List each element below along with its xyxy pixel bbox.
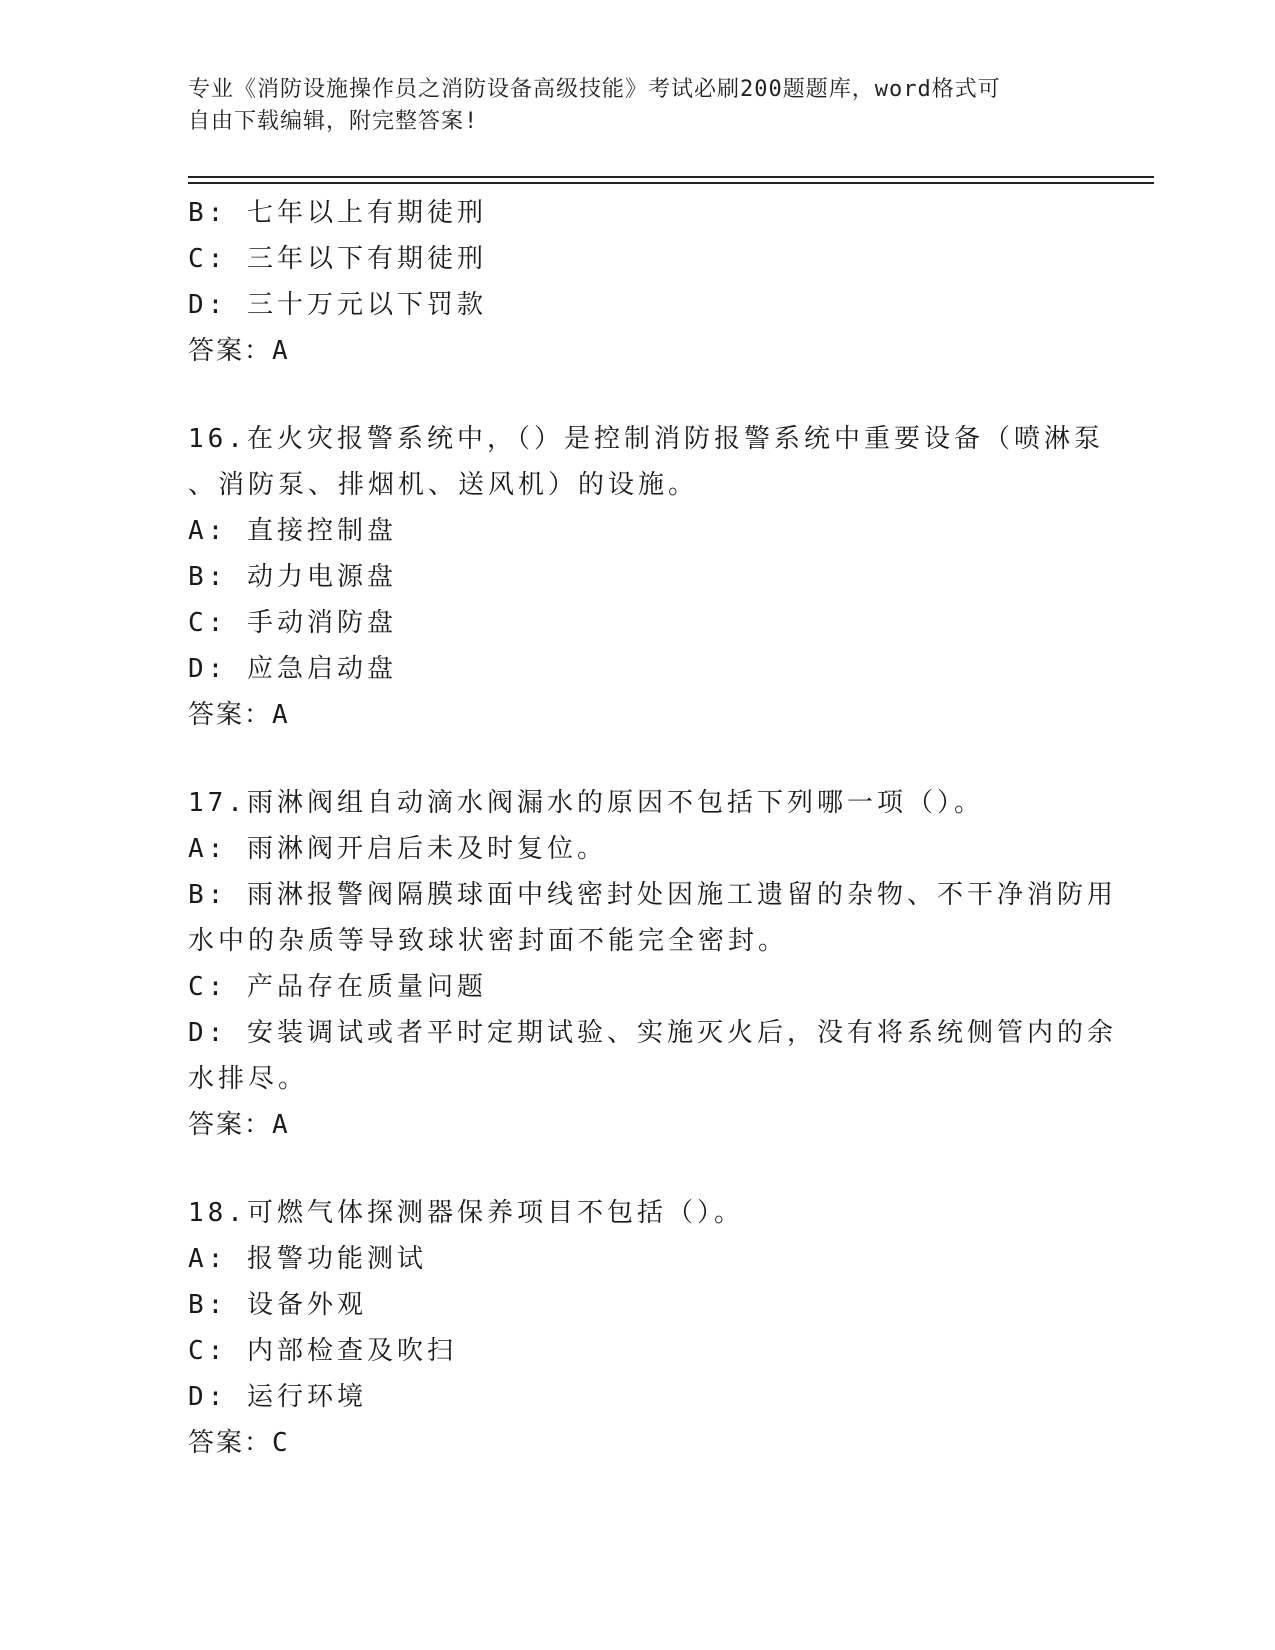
question-list xyxy=(188,190,1117,1466)
question-17 xyxy=(188,780,1117,1148)
option-c: C: 三年以下有期徒刑 xyxy=(188,244,487,274)
option-b: B: 动力电源盘 xyxy=(188,562,397,592)
option-c: C: 内部检查及吹扫 xyxy=(188,1336,457,1366)
option-b-line-1: B: 雨淋报警阀隔膜球面中线密封处因施工遗留的杂物、不干净消防用 xyxy=(188,880,1117,910)
option-d: D: 三十万元以下罚款 xyxy=(188,290,487,320)
option-b: B: 设备外观 xyxy=(188,1290,367,1320)
question-stem-line-2: 、消防泵、排烟机、送风机）的设施。 xyxy=(188,470,699,500)
answer-line: 答案：A xyxy=(188,336,290,366)
option-d-line-1: D: 安装调试或者平时定期试验、实施灭火后，没有将系统侧管内的余 xyxy=(188,1018,1117,1048)
header-line-2: 自由下载编辑，附完整答案! xyxy=(188,109,479,134)
option-c: C: 手动消防盘 xyxy=(188,608,397,638)
question-stem-line-1: 17.雨淋阀组自动滴水阀漏水的原因不包括下列哪一项（）。 xyxy=(188,788,984,818)
answer-line: 答案：A xyxy=(188,1110,290,1140)
question-18 xyxy=(188,1190,1088,1466)
option-a: A: 报警功能测试 xyxy=(188,1244,427,1274)
option-a: A: 雨淋阀开启后未及时复位。 xyxy=(188,834,607,864)
option-d-line-2: 水排尽。 xyxy=(188,1064,309,1094)
question-16 xyxy=(188,416,1104,738)
header-divider-top xyxy=(188,176,1154,178)
answer-line: 答案：C xyxy=(188,1428,290,1458)
option-b: B: 七年以上有期徒刑 xyxy=(188,198,487,228)
answer-line: 答案：A xyxy=(188,700,290,730)
option-c: C: 产品存在质量问题 xyxy=(188,972,487,1002)
header-line-1: 专业《消防设施操作员之消防设备高级技能》考试必刷200题题库，word格式可 xyxy=(188,77,1001,102)
question-15-tail xyxy=(188,190,1088,374)
header-divider-bottom xyxy=(188,182,1154,184)
question-stem-line-1: 16.在火灾报警系统中，（）是控制消防报警系统中重要设备（喷淋泵 xyxy=(188,424,1104,454)
option-b-line-2: 水中的杂质等导致球状密封面不能完全密封。 xyxy=(188,926,789,956)
question-stem-line-1: 18.可燃气体探测器保养项目不包括（）。 xyxy=(188,1198,744,1228)
option-d: D: 应急启动盘 xyxy=(188,654,397,684)
option-a: A: 直接控制盘 xyxy=(188,516,397,546)
document-header xyxy=(188,74,1068,138)
option-d: D: 运行环境 xyxy=(188,1382,367,1412)
